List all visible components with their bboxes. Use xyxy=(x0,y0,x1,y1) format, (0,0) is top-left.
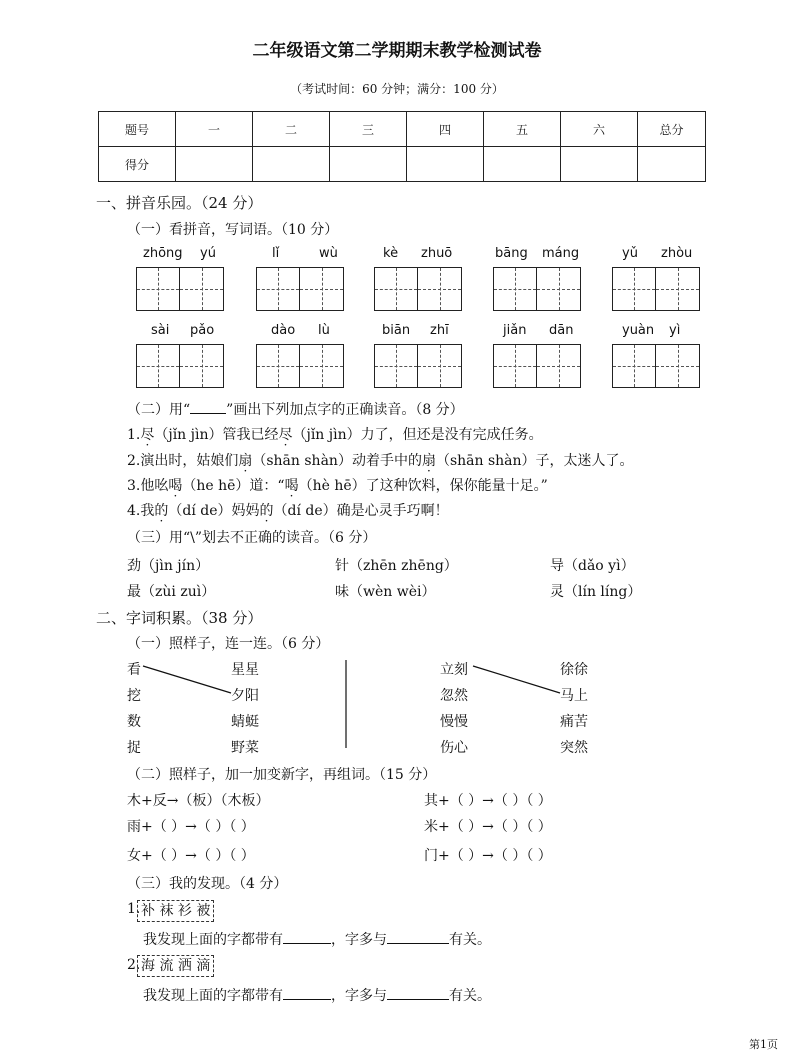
pinyin: biān xyxy=(382,323,411,338)
pinyin: pǎo xyxy=(190,323,215,338)
q-text[interactable]: （dí de）确是心灵手巧啊！ xyxy=(273,503,449,519)
exam-info: （考试时间：60 分钟；满分：100 分） xyxy=(290,82,504,96)
combine-row[interactable]: 其+（ ）→（ ）（ ） xyxy=(424,793,552,809)
pinyin: bāng xyxy=(495,246,528,261)
combine-row[interactable]: 门+（ ）→（ ）（ ） xyxy=(424,848,552,864)
sentence-text: ，字多与 xyxy=(331,988,387,1004)
heading-text: （二）用“ xyxy=(127,402,191,418)
pinyin: zhōng xyxy=(143,246,183,261)
page-title: 二年级语文第二学期期末教学检测试卷 xyxy=(252,41,542,61)
reading-item[interactable]: 导（dǎo yì） xyxy=(550,558,635,574)
page-number: 第1页 xyxy=(749,1038,778,1051)
reading-item[interactable]: 灵（lín líng） xyxy=(550,584,642,600)
dotted-char: 的 xyxy=(154,503,169,519)
sentence-text: 有关。 xyxy=(449,988,491,1004)
dotted-char: 的 xyxy=(259,503,274,519)
q-text[interactable]: （jǐn jìn）力了，但还是没有完成任务。 xyxy=(292,427,543,443)
table-cell: 二 xyxy=(253,112,330,147)
dotted-char: 喝 xyxy=(284,478,299,494)
dotted-char: 尽 xyxy=(140,427,155,443)
match-item[interactable]: 忽然 xyxy=(440,688,468,704)
example-row: 木+反→（板）（木板） xyxy=(127,793,270,809)
section2-heading: 二、字词积累。（38 分） xyxy=(96,609,263,627)
answer-blank[interactable] xyxy=(283,985,331,1000)
example-match-line xyxy=(473,666,560,693)
combine-row[interactable]: 米+（ ）→（ ）（ ） xyxy=(424,819,552,835)
question-number: 2. xyxy=(127,957,141,973)
q-text: 4.我 xyxy=(127,503,155,519)
pinyin: wù xyxy=(319,246,338,261)
match-item[interactable]: 徐徐 xyxy=(560,662,588,678)
match-item[interactable]: 夕阳 xyxy=(231,688,259,704)
dotted-char: 扇 xyxy=(421,453,436,469)
part2-heading: （二）照样子，加一加变新字，再组词。（15 分） xyxy=(127,767,437,783)
match-item[interactable]: 野菜 xyxy=(231,740,259,756)
match-item[interactable]: 慢慢 xyxy=(440,714,468,730)
q-text: 1. xyxy=(127,427,141,443)
question-number: 1. xyxy=(127,901,141,917)
match-item[interactable]: 捉 xyxy=(127,740,141,756)
part3-heading: （三）用“\”划去不正确的读音。（6 分） xyxy=(127,530,377,546)
reading-item[interactable]: 针（zhēn zhēng） xyxy=(335,558,458,574)
table-cell: 六 xyxy=(561,112,638,147)
part1-heading: （一）看拼音，写词语。（10 分） xyxy=(127,222,339,238)
section1-heading: 一、拼音乐园。（24 分） xyxy=(96,194,263,212)
table-cell: 得分 xyxy=(99,147,176,182)
table-cell: 一 xyxy=(176,112,253,147)
q-text[interactable]: （shān shàn）子，太迷人了。 xyxy=(435,453,634,469)
table-cell: 四 xyxy=(407,112,484,147)
sentence-text: 我发现上面的字都带有 xyxy=(143,988,283,1004)
pinyin: lù xyxy=(318,323,330,338)
part1-heading: （一）照样子，连一连。（6 分） xyxy=(127,636,330,652)
discovery-sentence xyxy=(143,929,491,949)
pinyin: sài xyxy=(151,323,170,338)
q-text[interactable]: （hè hē）了这种饮料，保你能量十足。” xyxy=(298,478,548,494)
pinyin: zhòu xyxy=(661,246,693,261)
char-group-box: 补 袜 衫 被 xyxy=(137,900,214,922)
match-item[interactable]: 蜻蜓 xyxy=(231,714,259,730)
match-item[interactable]: 挖 xyxy=(127,688,141,704)
sentence-text: 有关。 xyxy=(449,932,491,948)
combine-row[interactable]: 女+（ ）→（ ）（ ） xyxy=(127,848,255,864)
q-text[interactable]: （shān shàn）动着手中的 xyxy=(252,453,422,469)
reading-item[interactable]: 味（wèn wèi） xyxy=(335,584,436,600)
sentence-text: ，字多与 xyxy=(331,932,387,948)
dotted-char: 喝 xyxy=(168,478,183,494)
part3-heading: （三）我的发现。（4 分） xyxy=(127,876,288,892)
q-text[interactable]: （jǐn jìn）管我已经 xyxy=(154,427,279,443)
reading-item[interactable]: 最（zùi zuì） xyxy=(127,584,216,600)
table-cell: 总分 xyxy=(638,112,706,147)
match-item[interactable]: 立刻 xyxy=(440,662,468,678)
q-text: 2.演出时，姑娘们 xyxy=(127,453,239,469)
dotted-char: 尽 xyxy=(278,427,293,443)
combine-row[interactable]: 雨+（ ）→（ ）（ ） xyxy=(127,819,255,835)
pinyin: zhuō xyxy=(421,246,453,261)
discovery-sentence xyxy=(143,985,491,1005)
match-item[interactable]: 伤心 xyxy=(440,740,468,756)
table-cell: 三 xyxy=(330,112,407,147)
pinyin: lǐ xyxy=(272,246,280,261)
sentence-text: 我发现上面的字都带有 xyxy=(143,932,283,948)
match-item[interactable]: 数 xyxy=(127,714,141,730)
dotted-char: 扇 xyxy=(238,453,253,469)
pinyin: yì xyxy=(669,323,681,338)
pinyin: yǔ xyxy=(622,246,638,261)
pinyin: yuàn xyxy=(622,323,655,338)
answer-blank[interactable] xyxy=(283,929,331,944)
q-text[interactable]: （dí de）妈妈 xyxy=(168,503,260,519)
table-cell: 五 xyxy=(484,112,561,147)
reading-item[interactable]: 劲（jìn jín） xyxy=(127,558,210,574)
match-item[interactable]: 马上 xyxy=(560,688,588,704)
pinyin: dào xyxy=(271,323,296,338)
pinyin: yú xyxy=(200,246,216,261)
match-item[interactable]: 突然 xyxy=(560,740,588,756)
pinyin: zhī xyxy=(430,323,449,338)
match-item[interactable]: 星星 xyxy=(231,662,259,678)
example-match-line xyxy=(143,666,231,693)
pinyin: jiǎn xyxy=(503,323,527,338)
q-text: 3.他吆 xyxy=(127,478,169,494)
heading-text: ”画出下列加点字的正确读音。（8 分） xyxy=(226,402,464,418)
match-item[interactable]: 痛苦 xyxy=(560,714,588,730)
char-group-box: 海 流 洒 滴 xyxy=(137,955,214,977)
match-item[interactable]: 看 xyxy=(127,662,141,678)
pinyin: máng xyxy=(542,246,580,261)
q-text[interactable]: （he hē）道：“ xyxy=(182,478,285,494)
pinyin: dān xyxy=(549,323,574,338)
answer-blank[interactable] xyxy=(387,929,449,944)
table-cell: 题号 xyxy=(99,112,176,147)
answer-blank[interactable] xyxy=(387,985,449,1000)
pinyin: kè xyxy=(383,246,399,261)
